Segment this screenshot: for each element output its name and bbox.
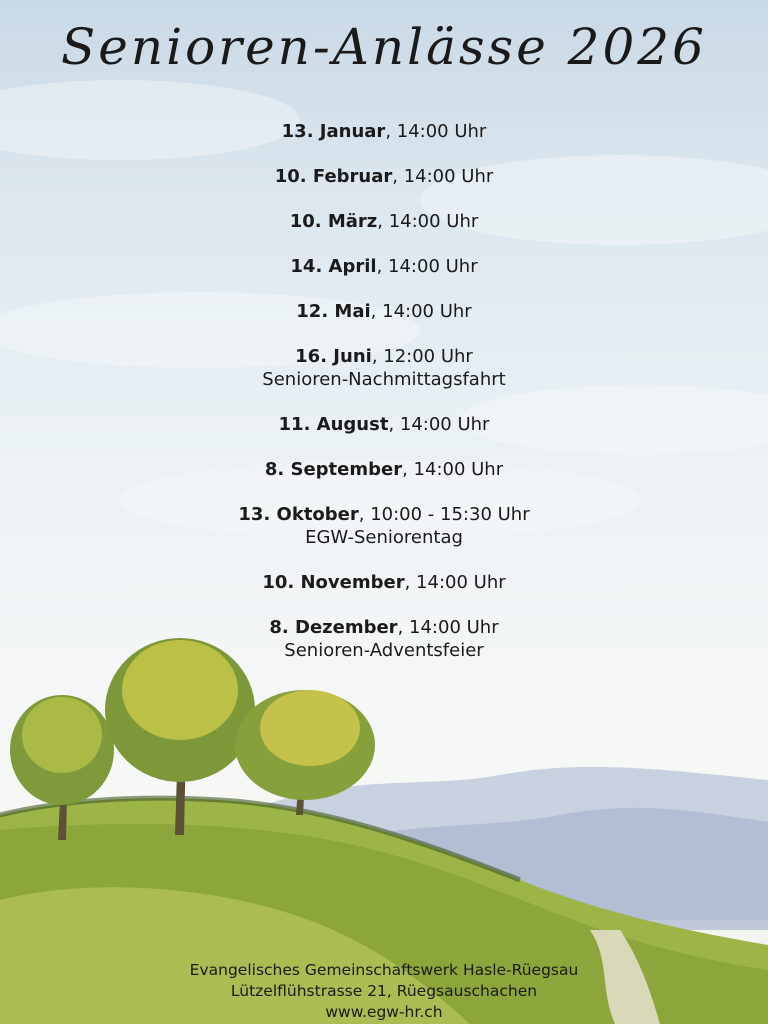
event-time: , 14:00 Uhr bbox=[388, 414, 490, 435]
address: Lützelflühstrasse 21, Rüegsauschachen bbox=[230, 982, 538, 1000]
event-note: Senioren-Nachmittagsfahrt bbox=[262, 369, 506, 390]
event-date: 14. April bbox=[290, 256, 377, 277]
event-time: , 14:00 Uhr bbox=[370, 301, 472, 322]
event-date: 13. Januar bbox=[281, 121, 386, 142]
event-list bbox=[0, 120, 768, 684]
event-date: 10. März bbox=[289, 211, 378, 232]
event-time: , 14:00 Uhr bbox=[377, 211, 479, 232]
event-date: 12. Mai bbox=[296, 301, 371, 322]
event-date: 10. Februar bbox=[274, 166, 393, 187]
event-march bbox=[0, 210, 768, 233]
event-time: , 14:00 Uhr bbox=[376, 256, 478, 277]
event-february bbox=[0, 165, 768, 188]
event-time: , 14:00 Uhr bbox=[402, 459, 504, 480]
event-september bbox=[0, 458, 768, 481]
event-time: , 10:00 - 15:30 Uhr bbox=[358, 504, 530, 525]
event-date: 8. September bbox=[264, 459, 403, 480]
event-time: , 14:00 Uhr bbox=[397, 617, 499, 638]
event-august bbox=[0, 413, 768, 436]
event-october bbox=[0, 503, 768, 549]
event-date: 16. Juni bbox=[295, 346, 372, 367]
event-time: , 14:00 Uhr bbox=[392, 166, 494, 187]
event-date: 11. August bbox=[278, 414, 389, 435]
organization-name: Evangelisches Gemeinschaftswerk Hasle-Rüegsau bbox=[189, 961, 579, 979]
event-date: 13. Oktober bbox=[238, 504, 359, 525]
footer bbox=[0, 960, 768, 1023]
event-date: 10. November bbox=[262, 572, 405, 593]
website-link[interactable]: www.egw-hr.ch bbox=[325, 1003, 443, 1021]
event-december bbox=[0, 616, 768, 662]
event-note: EGW-Seniorentag bbox=[305, 527, 463, 548]
event-november bbox=[0, 571, 768, 594]
event-note: Senioren-Adventsfeier bbox=[284, 640, 484, 661]
event-january bbox=[0, 120, 768, 143]
event-date: 8. Dezember bbox=[269, 617, 398, 638]
event-may bbox=[0, 300, 768, 323]
event-time: , 14:00 Uhr bbox=[385, 121, 487, 142]
event-time: , 12:00 Uhr bbox=[371, 346, 473, 367]
event-time: , 14:00 Uhr bbox=[404, 572, 506, 593]
event-june bbox=[0, 345, 768, 391]
event-april bbox=[0, 255, 768, 278]
page-title: Senioren-Anlässe 2026 bbox=[61, 18, 707, 76]
